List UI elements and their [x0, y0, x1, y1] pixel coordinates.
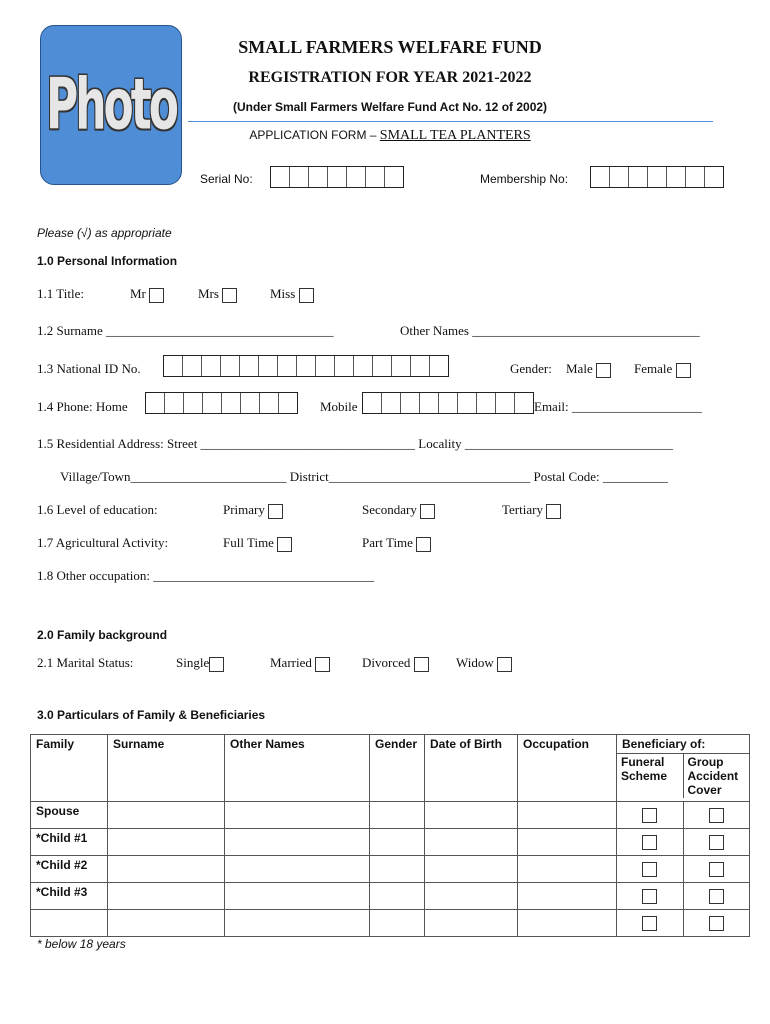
form-subtitle: REGISTRATION FOR YEAR 2021-2022 — [248, 69, 532, 86]
cell-other-names[interactable] — [225, 856, 370, 883]
agri-parttime-checkbox[interactable] — [416, 537, 431, 552]
accident-checkbox[interactable] — [709, 862, 724, 877]
cell-occupation[interactable] — [518, 883, 617, 910]
funeral-checkbox[interactable] — [642, 889, 657, 904]
form-prefix: APPLICATION FORM – — [249, 128, 380, 142]
title-miss-checkbox[interactable] — [299, 288, 314, 303]
funeral-checkbox[interactable] — [642, 862, 657, 877]
cell-accident — [683, 910, 750, 937]
marital-widow-label: Widow — [456, 655, 494, 670]
education-label: 1.6 Level of education: — [37, 502, 158, 517]
title-mrs-checkbox[interactable] — [222, 288, 237, 303]
edu-tertiary[interactable] — [502, 502, 561, 519]
col-gender: Gender — [370, 735, 425, 802]
email-field[interactable]: Email: ____________________ — [534, 399, 702, 414]
ben-accident: Group Accident Cover — [687, 755, 739, 797]
title-label: 1.1 Title: — [37, 286, 84, 301]
row-label: *Child #2 — [31, 856, 108, 883]
col-beneficiary — [617, 735, 750, 802]
edu-primary[interactable] — [223, 502, 283, 519]
cell-funeral — [617, 856, 684, 883]
cell-funeral — [617, 802, 684, 829]
photo-label: Photo — [45, 64, 177, 146]
cell-surname[interactable] — [108, 883, 225, 910]
cell-occupation[interactable] — [518, 829, 617, 856]
table-row — [31, 856, 750, 883]
address-field[interactable]: 1.5 Residential Address: Street _________________________________ Locality ________________________________ — [37, 436, 673, 451]
edu-secondary-checkbox[interactable] — [420, 504, 435, 519]
marital-divorced-label: Divorced — [362, 655, 411, 670]
ben-funeral: Funeral Scheme — [617, 754, 684, 798]
gender-male-checkbox[interactable] — [596, 363, 611, 378]
nid-label: 1.3 National ID No. — [37, 361, 141, 376]
gender-female[interactable] — [634, 361, 691, 378]
edu-primary-label: Primary — [223, 502, 265, 517]
cell-dob[interactable] — [425, 910, 518, 937]
agri-fulltime-checkbox[interactable] — [277, 537, 292, 552]
cell-dob[interactable] — [425, 856, 518, 883]
marital-married[interactable] — [270, 655, 330, 672]
title-mr[interactable] — [130, 286, 164, 303]
cell-accident — [683, 829, 750, 856]
marital-married-label: Married — [270, 655, 312, 670]
funeral-checkbox[interactable] — [642, 835, 657, 850]
agri-label: 1.7 Agricultural Activity: — [37, 535, 169, 550]
col-dob: Date of Birth — [425, 735, 518, 802]
cell-surname[interactable] — [108, 802, 225, 829]
nid-input[interactable] — [163, 355, 449, 377]
marital-single[interactable] — [176, 655, 224, 672]
col-surname: Surname — [108, 735, 225, 802]
cell-other-names[interactable] — [225, 829, 370, 856]
title-miss-label: Miss — [270, 286, 296, 301]
row-label: *Child #1 — [31, 829, 108, 856]
section3-heading: 3.0 Particulars of Family & Beneficiaries — [37, 708, 266, 722]
other-occupation-field[interactable]: 1.8 Other occupation: __________________________________ — [37, 568, 375, 583]
title-mr-label: Mr — [130, 286, 146, 301]
mobile-label: Mobile — [320, 399, 358, 414]
cell-surname[interactable] — [108, 829, 225, 856]
header-divider — [188, 121, 713, 122]
cell-dob[interactable] — [425, 883, 518, 910]
mobile-input[interactable] — [362, 392, 534, 414]
edu-secondary[interactable] — [362, 502, 435, 519]
row-label: Spouse — [31, 802, 108, 829]
funeral-checkbox[interactable] — [642, 808, 657, 823]
photo-placeholder — [40, 25, 182, 185]
funeral-checkbox[interactable] — [642, 916, 657, 931]
edu-tertiary-checkbox[interactable] — [546, 504, 561, 519]
gender-female-label: Female — [634, 361, 673, 376]
cell-funeral — [617, 910, 684, 937]
surname-field[interactable]: 1.2 Surname ___________________________________ — [37, 323, 334, 338]
phone-home-label: 1.4 Phone: Home — [37, 399, 128, 414]
agri-fulltime-label: Full Time — [223, 535, 274, 550]
village-field[interactable]: Village/Town________________________ District_______________________________ Postal Code: __________ — [60, 469, 668, 484]
cell-gender[interactable] — [370, 883, 425, 910]
cell-occupation[interactable] — [518, 856, 617, 883]
accident-checkbox[interactable] — [709, 835, 724, 850]
cell-gender[interactable] — [370, 802, 425, 829]
cell-accident — [683, 856, 750, 883]
gender-male-label: Male — [566, 361, 593, 376]
family-table — [30, 734, 750, 937]
cell-dob[interactable] — [425, 829, 518, 856]
footnote: * below 18 years — [37, 937, 126, 951]
marital-widow-checkbox[interactable] — [497, 657, 512, 672]
cell-occupation[interactable] — [518, 802, 617, 829]
row-label[interactable] — [31, 910, 108, 937]
agri-parttime-label: Part Time — [362, 535, 413, 550]
title-mrs-label: Mrs — [198, 286, 219, 301]
cell-accident — [683, 802, 750, 829]
gender-label: Gender: — [510, 361, 552, 376]
marital-married-checkbox[interactable] — [315, 657, 330, 672]
col-other-names: Other Names — [225, 735, 370, 802]
membership-label: Membership No: — [480, 172, 569, 186]
table-row — [31, 883, 750, 910]
marital-single-checkbox[interactable] — [209, 657, 224, 672]
cell-other-names[interactable] — [225, 883, 370, 910]
form-type-line — [200, 128, 580, 144]
table-row — [31, 910, 750, 937]
col-occupation: Occupation — [518, 735, 617, 802]
serial-label: Serial No: — [200, 172, 253, 186]
cell-gender[interactable] — [370, 856, 425, 883]
section2-heading: 2.0 Family background — [37, 628, 168, 642]
table-row — [31, 802, 750, 829]
instruction-text: Please (√) as appropriate — [37, 226, 172, 240]
accident-checkbox[interactable] — [709, 808, 724, 823]
marital-divorced[interactable] — [362, 655, 429, 672]
phone-home-input[interactable] — [145, 392, 298, 414]
form-type: SMALL TEA PLANTERS — [379, 128, 531, 143]
accident-checkbox[interactable] — [709, 916, 724, 931]
cell-accident — [683, 883, 750, 910]
cell-occupation[interactable] — [518, 910, 617, 937]
gender-female-checkbox[interactable] — [676, 363, 691, 378]
title-mrs[interactable] — [198, 286, 237, 303]
cell-surname[interactable] — [108, 856, 225, 883]
cell-dob[interactable] — [425, 802, 518, 829]
table-header-row — [31, 735, 750, 802]
table-row — [31, 829, 750, 856]
marital-divorced-checkbox[interactable] — [414, 657, 429, 672]
title-miss[interactable] — [270, 286, 314, 303]
serial-input[interactable] — [270, 166, 404, 188]
agri-parttime[interactable] — [362, 535, 431, 552]
beneficiary-label: Beneficiary of: — [617, 735, 749, 754]
title-mr-checkbox[interactable] — [149, 288, 164, 303]
accident-checkbox[interactable] — [709, 889, 724, 904]
row-label: *Child #3 — [31, 883, 108, 910]
agri-fulltime[interactable] — [223, 535, 292, 552]
membership-input[interactable] — [590, 166, 724, 188]
cell-other-names[interactable] — [225, 910, 370, 937]
marital-single-label: Single — [176, 655, 210, 670]
cell-gender[interactable] — [370, 829, 425, 856]
marital-label: 2.1 Marital Status: — [37, 655, 134, 670]
section1-heading: 1.0 Personal Information — [37, 254, 178, 268]
cell-funeral — [617, 829, 684, 856]
col-family: Family — [31, 735, 108, 802]
marital-widow[interactable] — [456, 655, 512, 672]
cell-other-names[interactable] — [225, 802, 370, 829]
cell-funeral — [617, 883, 684, 910]
edu-secondary-label: Secondary — [362, 502, 417, 517]
gender-male[interactable] — [566, 361, 611, 378]
form-title: SMALL FARMERS WELFARE FUND — [238, 37, 542, 57]
cell-surname[interactable] — [108, 910, 225, 937]
act-reference: (Under Small Farmers Welfare Fund Act No. 12 of 2002) — [232, 100, 548, 114]
edu-tertiary-label: Tertiary — [502, 502, 543, 517]
cell-gender[interactable] — [370, 910, 425, 937]
edu-primary-checkbox[interactable] — [268, 504, 283, 519]
other-names-field[interactable]: Other Names ___________________________________ — [400, 323, 700, 338]
